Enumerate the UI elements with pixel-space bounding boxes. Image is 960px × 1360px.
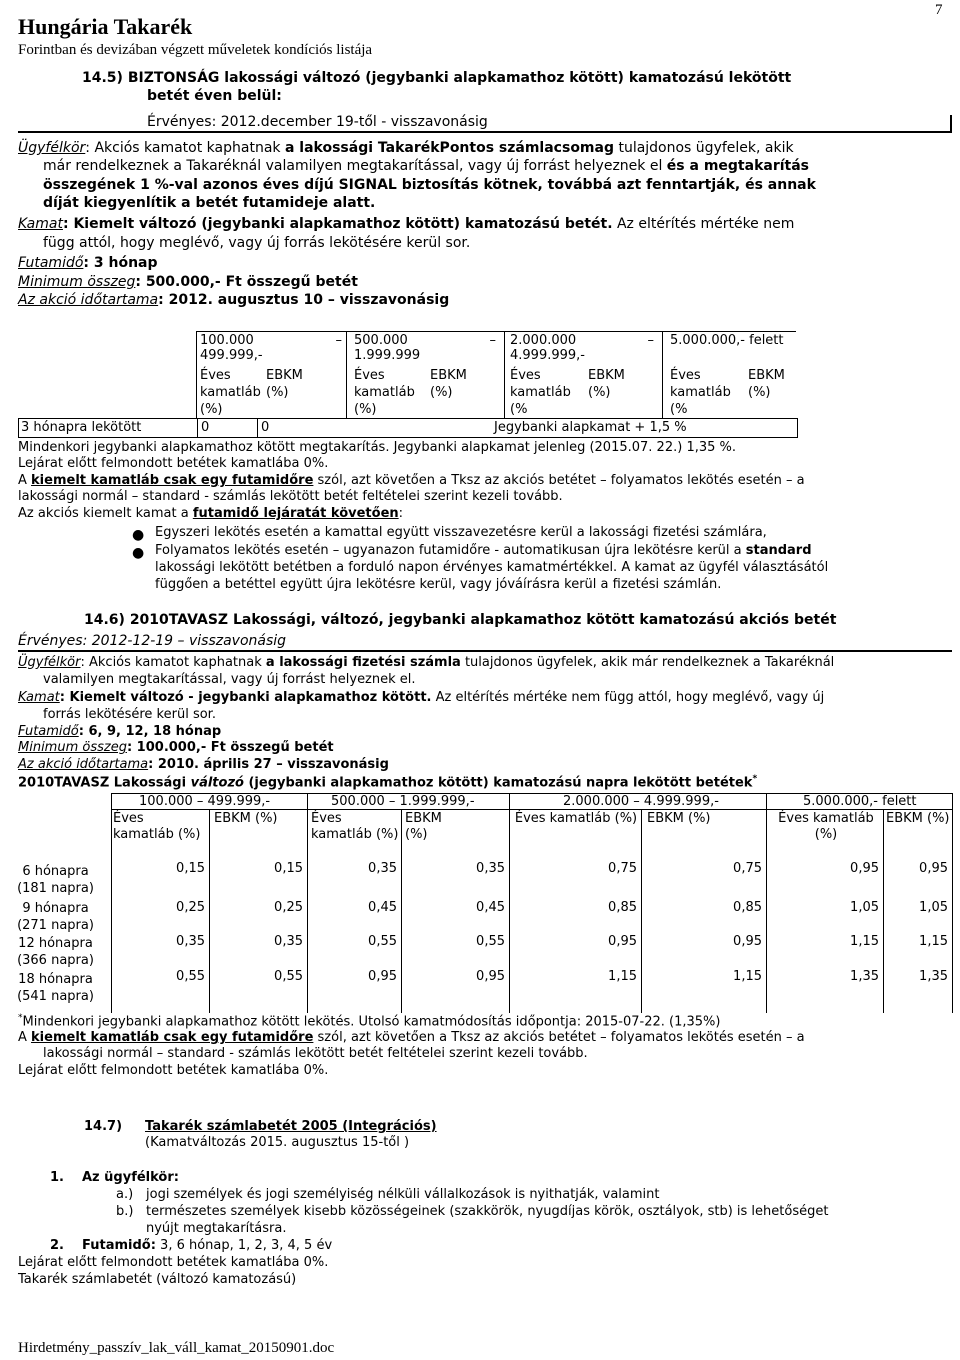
- rate-cell: 0,35: [274, 934, 303, 949]
- rate-cell: 0,95: [608, 934, 637, 949]
- note-early-withdrawal: Lejárat előtt felmondott betétek kamatlába 0%.: [18, 1255, 329, 1270]
- text: tulajdonos ügyfelek, akik: [614, 140, 794, 156]
- rate-cell: 1,15: [608, 969, 637, 984]
- rate-line-2: forrás lekötésére kerül sor.: [43, 707, 216, 722]
- bullet-2-cont: lakossági lekötött betétben a forduló napon érvényes kamatmértékkel. A kamat az ügyfél választásától: [155, 560, 829, 575]
- text: A: [18, 1030, 32, 1045]
- col-eves: Éves kamatláb (%): [778, 811, 874, 842]
- col-ebkm: EBKM (%): [588, 368, 625, 400]
- term-line: [18, 255, 158, 271]
- rate-cell: 1,35: [850, 969, 879, 984]
- section-14-7-title: Takarék számlabetét 2005 (Integrációs): [145, 1119, 437, 1134]
- text: 500.000: [354, 333, 408, 348]
- col-ebkm: EBKM (%): [886, 811, 950, 826]
- item-a-text: jogi személyek és jogi személyiség nélküli vállalkozások is nyithatják, valamint: [146, 1187, 660, 1202]
- range-cell: [670, 333, 794, 348]
- term-label: Futamidő: [18, 255, 84, 271]
- note-3: [18, 473, 805, 488]
- text: : Kiemelt változó - jegybanki alapkamathoz kötött.: [59, 690, 432, 705]
- rate-cell: 0,55: [176, 969, 205, 984]
- rate-cell: 0,35: [476, 861, 505, 876]
- text: Mindenkori jegybanki alapkamathoz kötött lekötés. Utolsó kamatmódosítás időpontja: 2015-07-22. (1,35%): [22, 1014, 721, 1030]
- text: 2010TAVASZ Lakossági: [18, 775, 191, 791]
- range-cell: [200, 333, 342, 363]
- text: 18 hónapra: [18, 972, 93, 987]
- rate-table-14-6: [111, 793, 953, 1013]
- client-line-4: díját kiegyenlítik a betét futamideje alatt.: [43, 195, 376, 211]
- footer-filename: Hirdetmény_passzív_lak_váll_kamat_20150901.doc: [18, 1340, 335, 1356]
- term-row-label: [0, 935, 111, 969]
- rate-cell: 0,95: [733, 934, 762, 949]
- text: : 2012. augusztus 10 – visszavonásig: [158, 292, 450, 308]
- text: : 2010. április 27 – visszavonásig: [148, 757, 389, 772]
- text: és a megtakarítás: [666, 158, 809, 174]
- rate-cell: 0,55: [368, 934, 397, 949]
- text: 12 hónapra: [18, 936, 93, 951]
- rate-cell: 0,55: [476, 934, 505, 949]
- rate-line-1: [18, 690, 824, 705]
- row-label: 3 hónapra lekötött: [21, 420, 142, 435]
- rate-row-3-months: [18, 418, 798, 438]
- client-line-1: [18, 655, 834, 670]
- item-1-num: 1.: [50, 1170, 64, 1185]
- text: kiemelt kamatláb csak egy futamidőre: [31, 473, 314, 488]
- bank-name: Hungária Takarék: [18, 14, 193, 39]
- section-14-7-num: 14.7): [84, 1119, 123, 1134]
- col-ebkm: EBKM (%): [647, 811, 711, 826]
- text: a lakossági fizetési számla: [265, 655, 461, 670]
- client-line-1: [18, 140, 794, 156]
- footnote-2-cont: lakossági normál – standard - számlás lekötött betét feltételei szerint kezeli tovább.: [43, 1046, 588, 1061]
- rate-cell: 1,05: [919, 900, 948, 915]
- note-2: Lejárat előtt felmondott betétek kamatlába 0%.: [18, 456, 329, 471]
- text: 5.000.000,- felett: [670, 333, 784, 348]
- client-line-3: összegének 1 %-val azonos éves díjú SIGNAL biztosítás kötnek, továbbá azt fenntartják, és annak: [43, 177, 816, 193]
- rate-cell: 0,15: [274, 861, 303, 876]
- text: : Akciós kamatot kaphatnak: [80, 655, 266, 670]
- row-value-rest: Jegybanki alapkamat + 1,5 %: [494, 420, 687, 435]
- text: (jegybanki alapkamathoz kötött) kamatozású napra lekötött betétek: [243, 775, 753, 791]
- rate-cell: 0,15: [176, 861, 205, 876]
- text: *: [18, 1013, 23, 1023]
- text: 9 hónapra: [22, 901, 89, 916]
- col-eves: Éves kamatláb (%): [311, 811, 399, 842]
- rate-cell: 0,35: [368, 861, 397, 876]
- row-value: 0: [201, 420, 210, 435]
- item-2-num: 2.: [50, 1238, 64, 1253]
- min-amount-line: [18, 740, 334, 755]
- text: : Akciós kamatot kaphatnak: [85, 140, 285, 156]
- rate-table-14-5: [196, 331, 796, 419]
- rate-cell: 1,05: [850, 900, 879, 915]
- divider: [18, 131, 952, 133]
- term-row-label: [0, 900, 111, 934]
- col-eves: Éves kamatláb (%): [113, 811, 201, 842]
- item-b-text-cont: nyújt megtakarításra.: [146, 1221, 287, 1236]
- text: : 100.000,- Ft összegű betét: [126, 740, 334, 755]
- text: Az akciós kiemelt kamat a: [18, 506, 193, 521]
- item-a-label: a.): [116, 1187, 134, 1202]
- rate-cell: 0,95: [368, 969, 397, 984]
- term-line: [18, 724, 221, 739]
- rate-line-2: függ attól, hogy meglévő, vagy új forrás lekötésére kerül sor.: [43, 235, 471, 251]
- col-eves: Éves kamatláb (%): [200, 368, 261, 417]
- text: –: [335, 333, 342, 348]
- row-value: 0: [261, 420, 270, 435]
- col-ebkm: EBKM (%): [405, 811, 442, 842]
- table-title: [18, 774, 757, 790]
- item-b-text: természetes személyek kisebb közösségeinek (szakkörök, nyugdíjas körök, osztályok, stb) is lehetőséget: [146, 1204, 829, 1219]
- rate-cell: 1,35: [919, 969, 948, 984]
- text: kiemelt kamatláb csak egy futamidőre: [31, 1030, 314, 1045]
- range-header: 500.000 – 1.999.999,-: [331, 794, 475, 809]
- duration-label: Az akció időtartama: [18, 757, 149, 772]
- rate-label: Kamat: [18, 690, 60, 705]
- item-2-line: [82, 1238, 332, 1253]
- client-line-2: [43, 158, 809, 174]
- text: Folyamatos lekötés esetén – ugyanazon futamidőre - automatikusan újra lekötésre kerül a: [155, 543, 746, 558]
- term-label: Futamidő: [18, 724, 79, 739]
- text: már rendelkeznek a Takaréknál valamilyen megtakarítással, vagy új forrást helyeznek el: [43, 158, 667, 174]
- text: változó: [190, 775, 244, 791]
- text: 4.999.999,-: [510, 348, 585, 363]
- divider: [18, 650, 952, 652]
- rate-cell: 0,45: [368, 900, 397, 915]
- text: a lakossági TakarékPontos számlacsomag: [284, 140, 614, 156]
- rate-cell: 1,15: [919, 934, 948, 949]
- duration-label: Az akció időtartama: [18, 292, 159, 308]
- text: Az eltérítés mértéke nem: [612, 216, 795, 232]
- duration-line: [18, 292, 449, 308]
- text: :: [398, 506, 404, 521]
- item-b-label: b.): [116, 1204, 134, 1219]
- section-14-6-heading: 14.6) 2010TAVASZ Lakossági, változó, jegybanki alapkamathoz kötött kamatozású akciós betét: [84, 612, 837, 628]
- min-amount-line: [18, 274, 358, 290]
- rate-cell: 0,95: [919, 861, 948, 876]
- rate-cell: 0,85: [733, 900, 762, 915]
- footnote-1: [18, 1013, 720, 1029]
- col-eves: Éves kamatláb (%: [510, 368, 571, 417]
- footnote-3: Lejárat előtt felmondott betétek kamatlába 0%.: [18, 1063, 329, 1078]
- text: Futamidő:: [82, 1238, 156, 1253]
- duration-line: [18, 757, 389, 772]
- text: –: [647, 333, 654, 348]
- text: 499.999,-: [200, 348, 263, 363]
- bullet-2: [155, 543, 812, 558]
- text: : 3 hónap: [83, 255, 158, 271]
- col-ebkm: EBKM (%): [266, 368, 303, 400]
- rate-cell: 0,85: [608, 900, 637, 915]
- note-3-cont: lakossági normál – standard - számlás lekötött betét feltételei szerint kezeli tovább.: [18, 489, 563, 504]
- text: A: [18, 473, 32, 488]
- text: 3, 6 hónap, 1, 2, 3, 4, 5 év: [155, 1238, 333, 1253]
- bullet-icon: ●: [132, 527, 145, 543]
- rate-cell: 0,25: [274, 900, 303, 915]
- text: futamidő lejáratát követően: [192, 506, 399, 521]
- client-label: Ügyfélkör: [18, 655, 81, 670]
- note-variable: Takarék számlabetét (változó kamatozású): [18, 1272, 297, 1287]
- text: szól, azt követően a Tksz az akciós betétet – folyamatos lekötés esetén – a: [313, 473, 805, 488]
- item-1-label: Az ügyfélkör:: [82, 1170, 179, 1185]
- range-header: 100.000 – 499.999,-: [139, 794, 271, 809]
- rate-cell: 0,95: [850, 861, 879, 876]
- section-14-5-validity: Érvényes: 2012.december 19-től - visszavonásig: [147, 114, 488, 130]
- col-eves: Éves kamatláb (%): [354, 368, 415, 417]
- rate-cell: 0,75: [733, 861, 762, 876]
- document-subtitle: Forintban és devizában végzett műveletek kondíciós listája: [18, 42, 373, 58]
- text: 2.000.000: [510, 333, 577, 348]
- section-14-7-subtitle: (Kamatváltozás 2015. augusztus 15-től ): [145, 1135, 410, 1150]
- rate-cell: 1,15: [733, 969, 762, 984]
- rate-cell: 0,45: [476, 900, 505, 915]
- min-label: Minimum összeg: [18, 740, 127, 755]
- bullet-1: Egyszeri lekötés esetén a kamattal együtt visszavezetésre kerül a lakossági fizetési számlára,: [155, 525, 767, 540]
- section-14-6-validity: Érvényes: 2012-12-19 – visszavonásig: [18, 633, 287, 649]
- footnote-2: [18, 1030, 805, 1045]
- rate-line-1: [18, 216, 794, 232]
- client-line-2: valamilyen megtakarítással, vagy új forrást helyeznek el.: [43, 672, 416, 687]
- note-1: Mindenkori jegybanki alapkamathoz kötött megtakarítás. Jegybanki alapkamat jelenleg (2015.07. 22.) 1,35 %.: [18, 440, 737, 455]
- text: 1.999.999: [354, 348, 421, 363]
- text: szól, azt követően a Tksz az akciós betétet – folyamatos lekötés esetén – a: [313, 1030, 805, 1045]
- text: tulajdonos ügyfelek, akik már rendelkeznek a Takaréknál: [460, 655, 835, 670]
- text: 100.000: [200, 333, 254, 348]
- rate-cell: 0,95: [476, 969, 505, 984]
- text: : 500.000,- Ft összegű betét: [135, 274, 358, 290]
- text: (271 napra): [17, 918, 94, 933]
- col-ebkm: EBKM (%): [748, 368, 785, 400]
- rate-cell: 0,55: [274, 969, 303, 984]
- rate-cell: 0,75: [608, 861, 637, 876]
- client-label: Ügyfélkör: [18, 140, 86, 156]
- text: standard: [745, 543, 812, 558]
- text: (541 napra): [17, 989, 94, 1004]
- section-14-5-heading: 14.5) BIZTONSÁG lakossági változó (jegybanki alapkamathoz kötött) kamatozású lekötött: [82, 70, 792, 86]
- rate-cell: 1,15: [850, 934, 879, 949]
- bullet-icon: ●: [132, 545, 145, 561]
- text: (366 napra): [17, 953, 94, 968]
- text: (181 napra): [17, 881, 94, 896]
- range-cell: [510, 333, 654, 363]
- term-row-label: [0, 971, 111, 1005]
- text: 6 hónapra: [22, 864, 89, 879]
- rate-cell: 0,25: [176, 900, 205, 915]
- bullet-2-cont: függően a betéttel együtt újra lekötésre kerül, vagy jóváírásra kerül a fizetési számlán.: [155, 577, 722, 592]
- range-header: 5.000.000,- felett: [803, 794, 917, 809]
- divider: [950, 115, 952, 133]
- col-eves: Éves kamatláb (%: [670, 368, 731, 417]
- note-4: [18, 506, 403, 521]
- rate-label: Kamat: [18, 216, 63, 232]
- range-header: 2.000.000 – 4.999.999,-: [563, 794, 719, 809]
- section-14-5-heading-cont: betét éven belül:: [147, 88, 282, 104]
- text: : 6, 9, 12, 18 hónap: [78, 724, 222, 739]
- term-row-label: [0, 863, 111, 897]
- rate-cell: 0,35: [176, 934, 205, 949]
- col-eves: Éves kamatláb (%): [514, 811, 638, 826]
- col-ebkm: EBKM (%): [430, 368, 467, 400]
- text: *: [752, 774, 758, 784]
- text: –: [489, 333, 496, 348]
- page-number: 7: [935, 2, 943, 18]
- col-ebkm: EBKM (%): [214, 811, 278, 826]
- text: Az eltérítés mértéke nem függ attól, hogy meglévő, vagy új: [431, 690, 825, 705]
- text: : Kiemelt változó (jegybanki alapkamathoz kötött) kamatozású betét.: [62, 216, 613, 232]
- min-label: Minimum összeg: [18, 274, 136, 290]
- range-cell: [354, 333, 496, 363]
